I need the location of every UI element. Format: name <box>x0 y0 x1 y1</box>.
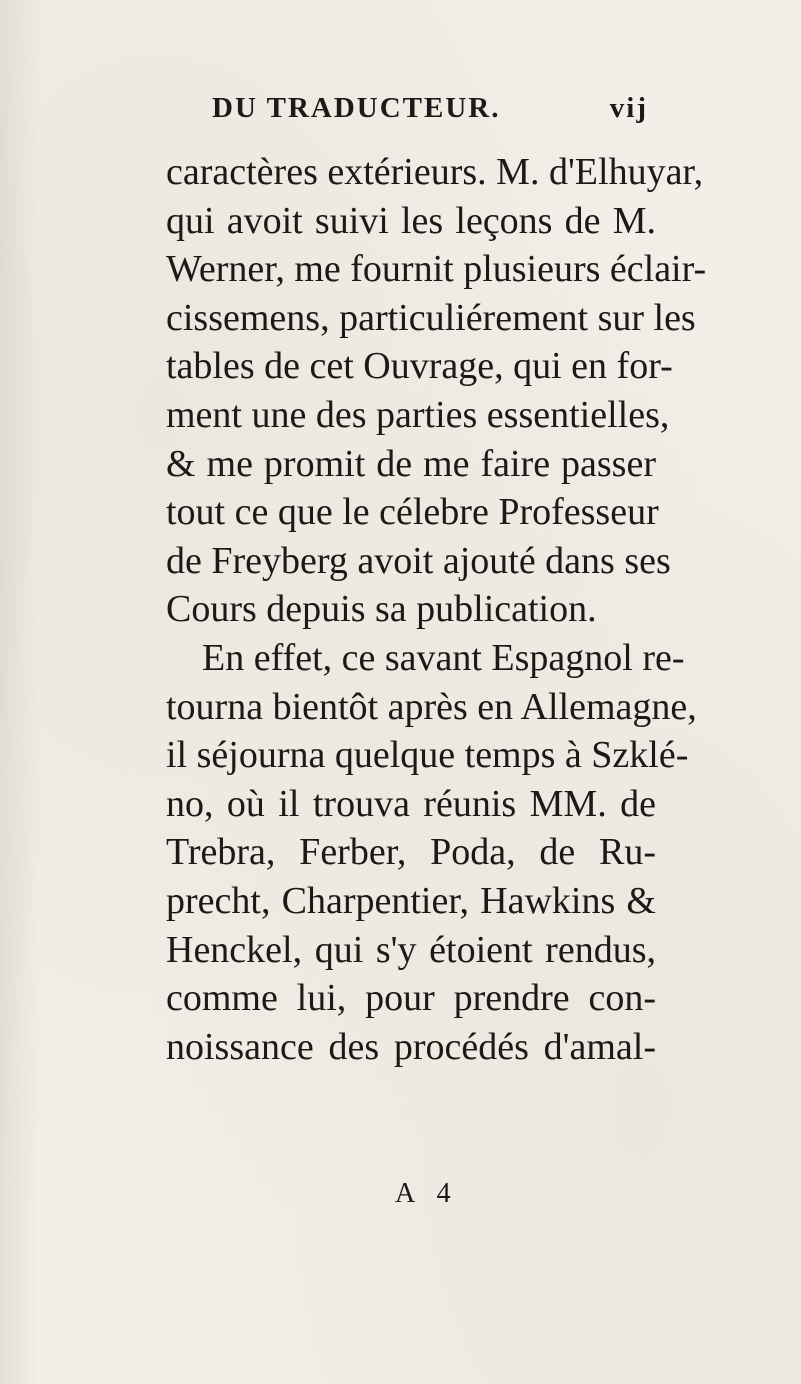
text-line: qui avoit suivi les leçons de M. <box>166 199 656 242</box>
body-text <box>166 148 707 1071</box>
text-line: ment une des parties essentielles, <box>166 393 670 436</box>
text-line: & me promit de me faire passer <box>166 442 656 485</box>
text-line-paragraph-start: En effet, ce savant Espagnol re- <box>202 636 685 679</box>
signature-mark: A 4 <box>395 1178 459 1209</box>
text-line: Trebra, Ferber, Poda, de Ru- <box>166 831 656 874</box>
text-line: tourna bientôt après en Allemagne, <box>166 685 697 728</box>
text-line: comme lui, pour prendre con- <box>166 977 656 1020</box>
text-line: il séjourna quelque temps à Szklé- <box>166 734 689 777</box>
text-line: Werner, me fournit plusieurs éclair- <box>166 248 707 291</box>
text-line: Henckel, qui s'y étoient rendus, <box>166 928 656 971</box>
text-line: de Freyberg avoit ajouté dans ses <box>166 539 671 582</box>
text-line: no, où il trouva réunis MM. de <box>166 782 656 825</box>
text-line: cissemens, particuliérement sur les <box>166 296 696 339</box>
text-line: tables de cet Ouvrage, qui en for- <box>166 345 673 388</box>
running-head-title: DU TRADUCTEUR. <box>212 92 501 124</box>
text-line: precht, Charpentier, Hawkins & <box>166 879 656 922</box>
text-line: caractères extérieurs. M. d'Elhuyar, <box>166 151 704 193</box>
text-line: tout ce que le célebre Professeur <box>166 491 659 534</box>
page-number: vij <box>609 92 648 124</box>
text-line: noissance des procédés d'amal- <box>166 1025 656 1068</box>
running-head <box>212 92 648 132</box>
text-line-paragraph-end: Cours depuis sa publication. <box>166 588 597 631</box>
